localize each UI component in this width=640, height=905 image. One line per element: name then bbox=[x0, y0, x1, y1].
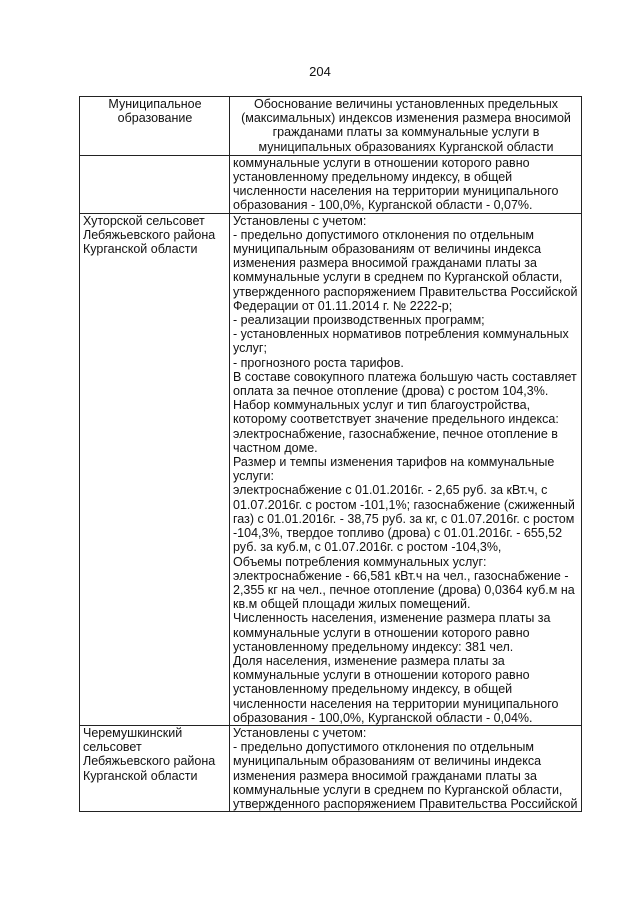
justification-line: 2,355 кг на чел., печное отопление (дрова) 0,0364 куб.м на bbox=[233, 582, 575, 597]
justification-line: Размер и темпы изменения тарифов на коммунальные bbox=[233, 455, 555, 470]
justification-line: частном доме. bbox=[233, 440, 318, 455]
municipality-line: Лебяжьевского района bbox=[83, 754, 216, 769]
justification-line: -104,3%, твердое топливо (дрова) с 01.01.2016г. - 655,52 bbox=[233, 526, 563, 541]
header-text-line: образование bbox=[117, 111, 193, 126]
tariff-index-table bbox=[79, 96, 582, 812]
justification-line: В составе совокупного платежа большую часть составляет bbox=[233, 369, 577, 384]
justification-line: - предельно допустимого отклонения по отдельным bbox=[233, 227, 535, 242]
municipality-line: Лебяжьевского района bbox=[83, 227, 216, 242]
justification-line: Установлены с учетом: bbox=[233, 725, 367, 740]
municipality-line: Черемушкинский bbox=[83, 725, 183, 740]
justification-line: Объемы потребления коммунальных услуг: bbox=[233, 554, 487, 569]
justification-line: оплата за печное отопление (дрова) с ростом 104,3%. bbox=[233, 384, 549, 399]
justification-line: утвержденного распоряжением Правительства Российской bbox=[233, 284, 578, 299]
table-header-row bbox=[80, 97, 582, 156]
justification-line: установленному предельному индексу, в общей bbox=[233, 682, 513, 697]
municipality-line: сельсовет bbox=[83, 740, 142, 755]
header-text-line: Муниципальное bbox=[108, 97, 202, 111]
justification-line: газ) с 01.01.2016г. - 38,75 руб. за кг, с 01.07.2016г. с ростом bbox=[233, 511, 575, 526]
table-row bbox=[80, 725, 582, 811]
justification-line: муниципальным образованиям от величины индекса bbox=[233, 242, 542, 257]
header-text-line: (максимальных) индексов изменения размера вносимой bbox=[241, 111, 571, 126]
justification-line: - предельно допустимого отклонения по отдельным bbox=[233, 740, 535, 755]
municipality-line: Хуторской сельсовет bbox=[83, 213, 205, 228]
justification-line: руб. за куб.м, с 01.07.2016г. с ростом -104,3%, bbox=[233, 540, 502, 555]
justification-line: Доля населения, изменение размера платы за bbox=[233, 653, 505, 668]
justification-line: изменения размера вносимой гражданами платы за bbox=[233, 256, 537, 271]
justification-line: Численность населения, изменение размера платы за bbox=[233, 611, 551, 626]
justification-line: Набор коммунальных услуг и тип благоустройства, bbox=[233, 398, 531, 413]
justification-line: установленному предельному индексу, в общей bbox=[233, 170, 513, 185]
justification-line: услуг; bbox=[233, 341, 267, 356]
justification-line: численности населения на территории муниципального bbox=[233, 184, 559, 199]
table-row bbox=[80, 155, 582, 213]
header-text-line: гражданами платы за коммунальные услуги в bbox=[272, 125, 540, 140]
municipality-cell bbox=[80, 155, 230, 213]
justification-line: Федерации от 01.11.2014 г. № 2222-р; bbox=[233, 298, 453, 313]
justification-line: электроснабжение, газоснабжение, печное отопление в bbox=[233, 426, 558, 441]
justification-line: образования - 100,0%, Курганской области - 0,07%. bbox=[233, 198, 533, 213]
justification-line: кв.м общей площади жилых помещений. bbox=[233, 597, 471, 612]
header-text-line: Обоснование величины установленных предельных bbox=[254, 97, 558, 111]
justification-line: коммунальные услуги в отношении которого равно bbox=[233, 625, 530, 640]
justification-line: коммунальные услуги в отношении которого равно bbox=[233, 668, 530, 683]
justification-cell bbox=[230, 213, 582, 725]
justification-line: - прогнозного роста тарифов. bbox=[233, 355, 404, 370]
page-number: 204 bbox=[309, 64, 331, 79]
justification-line: муниципальным образованиям от величины индекса bbox=[233, 754, 542, 769]
justification-line: образования - 100,0%, Курганской области - 0,04%. bbox=[233, 710, 533, 725]
justification-line: коммунальные услуги в среднем по Курганской области, bbox=[233, 782, 563, 797]
justification-line: - реализации производственных программ; bbox=[233, 313, 485, 328]
justification-line: Установлены с учетом: bbox=[233, 213, 367, 228]
justification-cell bbox=[230, 155, 582, 213]
municipality-cell bbox=[80, 725, 230, 811]
justification-line: электроснабжение с 01.01.2016г. - 2,65 руб. за кВт.ч, с bbox=[233, 483, 548, 498]
municipality-line: Курганской области bbox=[83, 242, 198, 257]
municipality-line: Курганской области bbox=[83, 768, 198, 783]
justification-cell bbox=[230, 725, 582, 811]
municipality-cell bbox=[80, 213, 230, 725]
justification-line: электроснабжение - 66,581 кВт.ч на чел., газоснабжение - bbox=[233, 568, 569, 583]
header-text-line: муниципальных образованиях Курганской области bbox=[258, 139, 554, 154]
justification-line: - установленных нормативов потребления коммунальных bbox=[233, 327, 569, 342]
justification-line: коммунальные услуги в среднем по Курганской области, bbox=[233, 270, 563, 285]
justification-line: изменения размера вносимой гражданами платы за bbox=[233, 768, 537, 783]
justification-line: которому соответствует значение предельного индекса: bbox=[233, 412, 559, 427]
table-row bbox=[80, 213, 582, 725]
justification-line: утвержденного распоряжением Правительства Российской bbox=[233, 796, 578, 811]
justification-line: 01.07.2016г. с ростом -101,1%; газоснабжение (сжиженный bbox=[233, 497, 575, 512]
header-justification bbox=[230, 97, 582, 156]
justification-line: установленному предельному индексу: 381 чел. bbox=[233, 639, 514, 654]
justification-line: услуги: bbox=[233, 469, 274, 484]
header-municipality bbox=[80, 97, 230, 156]
justification-line: численности населения на территории муниципального bbox=[233, 696, 559, 711]
justification-line: коммунальные услуги в отношении которого равно bbox=[233, 155, 530, 170]
